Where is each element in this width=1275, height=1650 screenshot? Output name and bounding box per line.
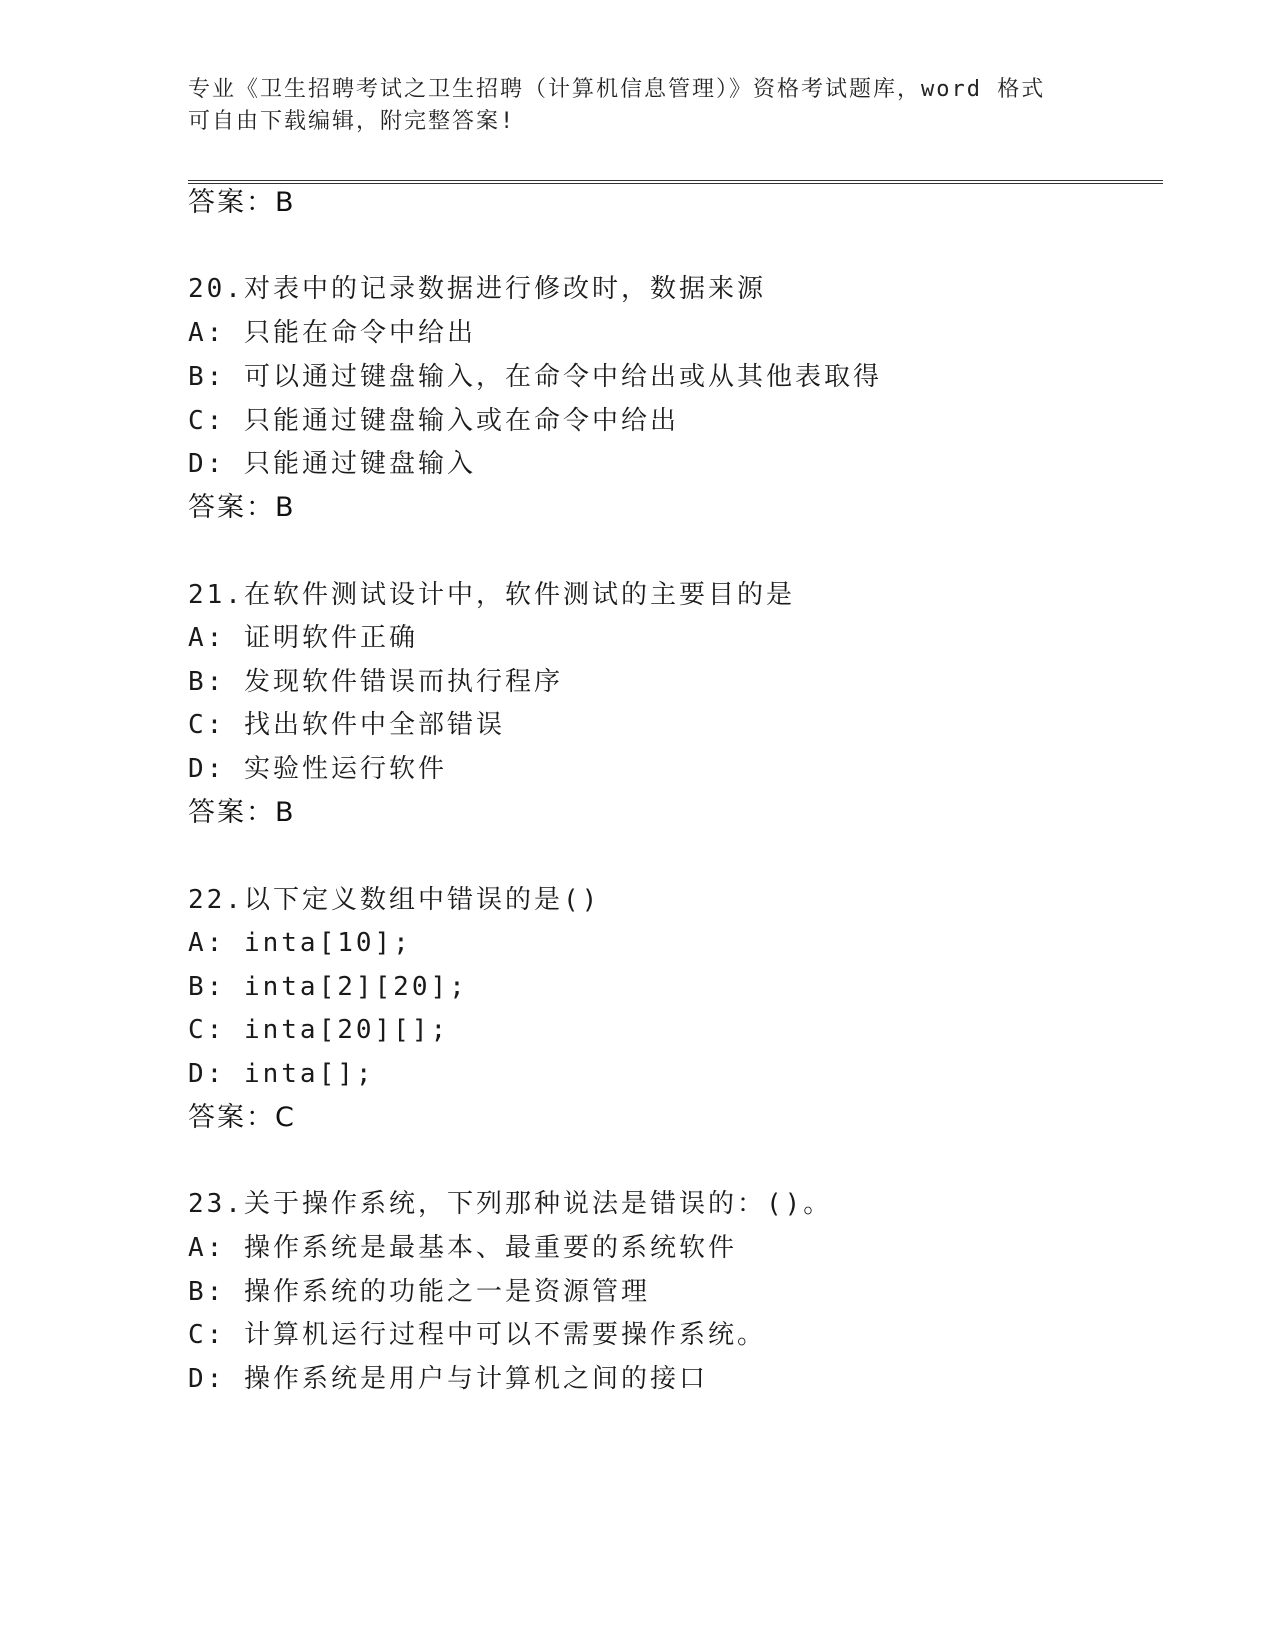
option-a: A: 证明软件正确 [188,623,418,653]
answer-line: 答案：B [188,797,296,828]
option-d: D: 操作系统是用户与计算机之间的接口 [188,1364,708,1394]
answer-line: 答案：B [188,492,296,523]
question-stem: 21.在软件测试设计中，软件测试的主要目的是 [188,580,795,610]
header-line-1: 专业《卫生招聘考试之卫生招聘（计算机信息管理）》资格考试题库，word 格式 [188,77,1046,102]
document-header [188,74,1088,138]
option-a: A: 只能在命令中给出 [188,318,476,348]
header-line-2: 可自由下载编辑，附完整答案! [188,109,516,134]
option-d: D: 实验性运行软件 [188,754,447,784]
answer-line: 答案：B [188,187,296,218]
question-stem: 20.对表中的记录数据进行修改时，数据来源 [188,274,766,304]
option-d: D: inta[]; [188,1059,375,1089]
option-a: A: inta[10]; [188,928,412,958]
option-c: C: 找出软件中全部错误 [188,710,505,740]
option-d: D: 只能通过键盘输入 [188,449,476,479]
option-a: A: 操作系统是最基本、最重要的系统软件 [188,1233,737,1263]
option-c: C: 只能通过键盘输入或在命令中给出 [188,406,679,436]
option-b: B: inta[2][20]; [188,972,468,1002]
question-stem: 23.关于操作系统，下列那种说法是错误的：()。 [188,1189,833,1219]
header-divider-top [188,180,1163,181]
option-b: B: 发现软件错误而执行程序 [188,667,563,697]
option-b: B: 操作系统的功能之一是资源管理 [188,1277,650,1307]
option-b: B: 可以通过键盘输入，在命令中给出或从其他表取得 [188,362,882,392]
option-c: C: 计算机运行过程中可以不需要操作系统。 [188,1320,766,1350]
header-divider-bottom [188,183,1163,184]
answer-line: 答案：C [188,1102,296,1133]
option-c: C: inta[20][]; [188,1015,450,1045]
question-stem: 22.以下定义数组中错误的是() [188,885,601,915]
